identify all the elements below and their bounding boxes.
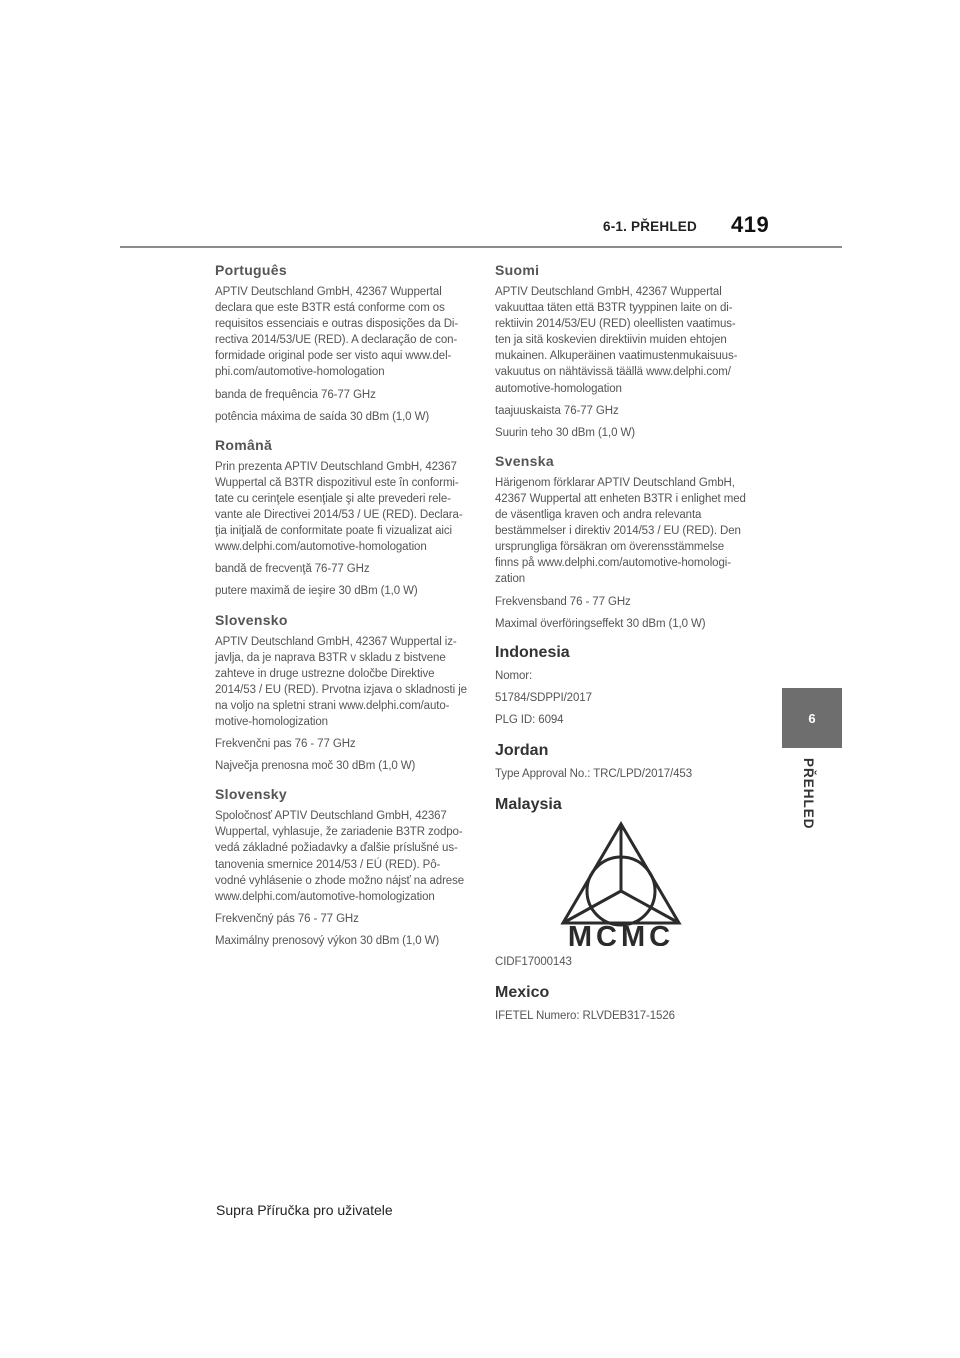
declaration-text: APTIV Deutschland GmbH, 42367 Wuppertal vakuuttaa täten että B3TR tyyppinen laite on di-rektiivin 2014/53/EU (RED) oleellisten vaatimus-ten ja sitä koskevien direktiivin muiden ehtojen mukainen. Alkuperäinen vaatimustenmukaisuus-vakuutus on nähtävissä täällä www.delphi.com/ automotive-homologation bbox=[495, 286, 738, 395]
power-text: Maximálny prenosový výkon 30 dBm (1,0 W) bbox=[215, 934, 440, 947]
page-number: 419 bbox=[731, 212, 770, 237]
frequency-text: bandă de frecvenţă 76-77 GHz bbox=[215, 563, 370, 576]
frequency-text: banda de frequência 76-77 GHz bbox=[215, 388, 376, 401]
lang-section-portugues bbox=[215, 262, 467, 425]
power-text: Največja prenosna moč 30 dBm (1,0 W) bbox=[215, 760, 416, 773]
frequency-text: taajuuskaista 76-77 GHz bbox=[495, 404, 619, 417]
lang-title: Slovensko bbox=[215, 611, 288, 628]
country-section-jordan bbox=[495, 742, 747, 782]
lang-title: Suomi bbox=[495, 262, 540, 278]
power-text: putere maximă de ieşire 30 dBm (1,0 W) bbox=[215, 585, 418, 598]
declaration-text: Spoločnosť APTIV Deutschland GmbH, 42367 Wuppertal, vyhlasuje, že zariadenie B3TR zodpo-vedá základné požiadavky a ďalšie príslušné us-tanovenia smernice 2014/53 / EÚ (RED). Pô-vodné vyhlásenie o zhode možno nájsť na adrese www.delphi.com/automotive-homologization bbox=[215, 810, 465, 903]
frequency-text: Frekvenčni pas 76 - 77 GHz bbox=[215, 738, 356, 751]
lang-title: Português bbox=[215, 262, 287, 278]
approval-line: PLG ID: 6094 bbox=[495, 713, 564, 726]
mcmc-logo-graphic bbox=[495, 820, 747, 946]
country-section-indonesia bbox=[495, 644, 747, 728]
power-text: Suurin teho 30 dBm (1,0 W) bbox=[495, 426, 635, 439]
logo-wordmark: MCMC bbox=[567, 921, 675, 947]
footer-manual-title: Supra Příručka pro uživatele bbox=[216, 1202, 393, 1218]
frequency-text: Frekvenčný pás 76 - 77 GHz bbox=[215, 912, 359, 925]
frequency-text: Frekvensband 76 - 77 GHz bbox=[495, 595, 631, 608]
left-column bbox=[215, 262, 467, 961]
certificate-code: CIDF17000143 bbox=[495, 956, 572, 969]
country-title: Mexico bbox=[495, 984, 550, 1002]
country-section-malaysia bbox=[495, 796, 747, 970]
chapter-number: 6 bbox=[808, 710, 816, 726]
approval-line: IFETEL Numero: RLVDEB317-1526 bbox=[495, 1010, 675, 1023]
chapter-label: PŘEHLED bbox=[801, 758, 816, 830]
declaration-text: APTIV Deutschland GmbH, 42367 Wuppertal iz-javlja, da je naprava B3TR v skladu z bistvene zahteve in druge ustrezne določbe Direktive 2014/53 / EU (RED). Prvotna izjava o skladnosti je na voljo na spletni strani www.delphi.com/auto-motive-homologization bbox=[215, 635, 467, 728]
approval-line: 51784/SDPPI/2017 bbox=[495, 691, 592, 704]
country-title: Indonesia bbox=[495, 643, 570, 661]
lang-title: Svenska bbox=[495, 452, 554, 469]
lang-section-romana bbox=[215, 437, 467, 600]
lang-section-svenska bbox=[495, 453, 747, 632]
country-title: Malaysia bbox=[495, 796, 562, 814]
lang-title: Slovensky bbox=[215, 786, 287, 803]
approval-line: Type Approval No.: TRC/LPD/2017/453 bbox=[495, 767, 693, 780]
lang-section-slovensko bbox=[215, 612, 467, 775]
declaration-text: Härigenom förklarar APTIV Deutschland GmbH, 42367 Wuppertal att enheten B3TR i enlighet med de väsentliga kraven och andra relevanta bestämmelser i direktiv 2014/53 / EU (RED). Den ursprungliga försäkran om överensstämmelse finns på www.delphi.com/automotive-homologi-zation bbox=[495, 476, 746, 586]
country-title: Jordan bbox=[495, 741, 549, 759]
mcmc-logo bbox=[495, 820, 747, 946]
declaration-text: Prin prezenta APTIV Deutschland GmbH, 42367 Wuppertal că B3TR dispozitivul este în conformi-tate cu cerinţele esenţiale şi alte prevederi rele-vante ale Directivei 2014/53 / UE (RED). Declara-ţia iniţială de conformitate poate fi vizualizat aici www.delphi.com/automotive-homologation bbox=[215, 460, 463, 554]
approval-line: Nomor: bbox=[495, 669, 533, 682]
power-text: Maximal överföringseffekt 30 dBm (1,0 W) bbox=[495, 617, 706, 630]
chapter-tab[interactable] bbox=[782, 688, 842, 748]
right-column bbox=[495, 262, 747, 1038]
country-section-mexico bbox=[495, 984, 747, 1024]
lang-section-suomi bbox=[495, 262, 747, 441]
lang-section-slovensky bbox=[215, 786, 467, 949]
lang-title: Română bbox=[215, 436, 273, 453]
section-header: 6-1. PŘEHLED bbox=[603, 219, 697, 234]
header-divider bbox=[120, 246, 842, 248]
declaration-text: APTIV Deutschland GmbH, 42367 Wuppertal declara que este B3TR está conforme com os requisitos essenciais e outras disposições da Di-rectiva 2014/53/UE (RED). A declaração de con-formidade original pode ser visto aqui www.del-phi.com/automotive-homologation bbox=[215, 286, 459, 379]
power-text: potência máxima de saída 30 dBm (1,0 W) bbox=[215, 410, 430, 423]
